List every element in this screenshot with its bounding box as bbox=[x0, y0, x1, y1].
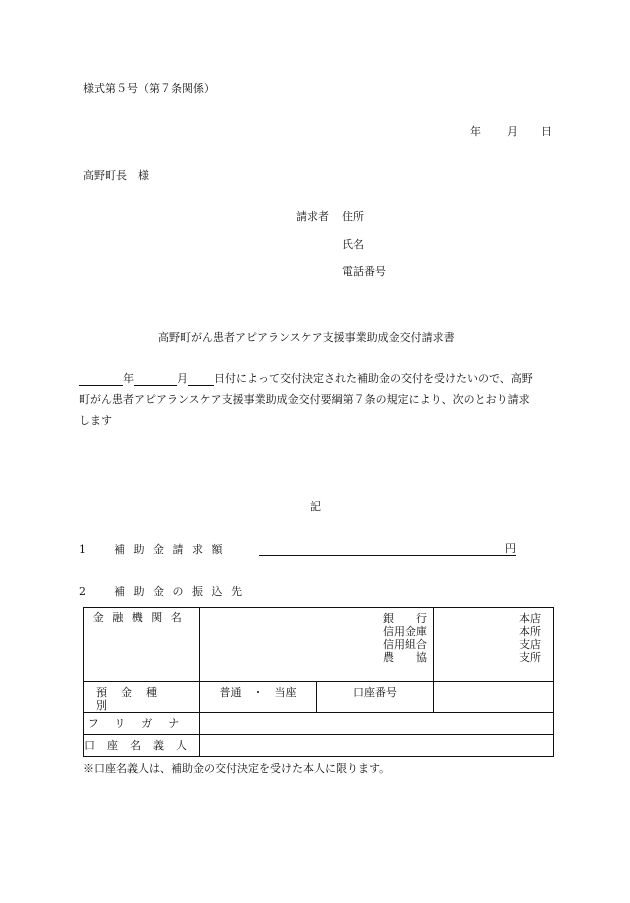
deposit-options-cell[interactable] bbox=[200, 682, 317, 713]
note: ※口座名義人は、補助金の交付決定を受けた本人に限ります。 bbox=[83, 762, 391, 775]
addressee: 高野町長 様 bbox=[83, 169, 149, 182]
blank-month bbox=[134, 372, 177, 386]
document-title: 高野町がん患者アピアランスケア支援事業助成金交付請求書 bbox=[158, 331, 455, 344]
institution-type-shinkin: 信用金庫 bbox=[383, 625, 427, 638]
item2-label: 2 補助金の振込先 bbox=[79, 585, 251, 598]
bank-account-table bbox=[83, 607, 554, 757]
holder-label: 口座名義人 bbox=[84, 739, 199, 752]
branch-type-honten: 本店 bbox=[519, 612, 541, 625]
blank-year bbox=[79, 372, 123, 386]
requester-phone-label: 電話番号 bbox=[342, 265, 386, 278]
item1-amount bbox=[259, 542, 516, 556]
form-number: 様式第５号（第７条関係） bbox=[83, 82, 215, 95]
account-number-label-cell bbox=[317, 682, 434, 713]
requester-name-label: 氏名 bbox=[342, 238, 364, 251]
branch-type-shisho: 支所 bbox=[519, 651, 541, 664]
institution-label: 金融機関名 bbox=[92, 611, 191, 624]
branch-type-list bbox=[519, 612, 541, 664]
holder-input[interactable] bbox=[200, 735, 554, 757]
date-month: 月 bbox=[507, 125, 518, 138]
institution-name-cell[interactable] bbox=[200, 608, 434, 682]
institution-type-shinkumi: 信用組合 bbox=[383, 638, 427, 651]
institution-type-bank: 銀 行 bbox=[383, 612, 427, 625]
body-month: 月 bbox=[177, 372, 188, 385]
body-line-2: 町がん患者アピアランスケア支援事業助成金交付要綱第７条の規定により、次のとおり請求 bbox=[79, 393, 530, 406]
deposit-label-text: 預金種別 bbox=[96, 686, 171, 712]
item1-label: 1 補助金請求額 bbox=[79, 543, 231, 556]
requester-address-label: 住所 bbox=[342, 210, 364, 223]
deposit-label bbox=[84, 682, 199, 712]
body-line-1-rest: 日付によって交付決定された補助金の交付を受けたいので、高野 bbox=[214, 372, 533, 385]
institution-type-list bbox=[383, 612, 427, 664]
body-line-1 bbox=[79, 372, 533, 386]
deposit-label-cell bbox=[84, 682, 200, 713]
furigana-label-cell bbox=[84, 713, 200, 735]
amount-blank bbox=[259, 542, 505, 556]
institution-label-cell bbox=[84, 608, 200, 682]
item1-unit: 円 bbox=[505, 542, 516, 555]
holder-label-cell bbox=[84, 735, 200, 757]
institution-type-nokyo: 農 協 bbox=[383, 651, 427, 664]
furigana-label: フリガナ bbox=[87, 717, 196, 730]
branch-type-shiten: 支店 bbox=[519, 638, 541, 651]
blank-day bbox=[188, 372, 214, 386]
ki-heading: 記 bbox=[310, 500, 321, 513]
body-line-3: します bbox=[79, 414, 112, 427]
branch-type-honsho: 本所 bbox=[519, 625, 541, 638]
requester-label: 請求者 bbox=[296, 210, 329, 223]
date-year: 年 bbox=[470, 125, 481, 138]
deposit-options[interactable]: 普通 ・ 当座 bbox=[219, 686, 297, 699]
branch-cell[interactable] bbox=[434, 608, 554, 682]
account-number-label: 口座番号 bbox=[353, 686, 397, 699]
date-day: 日 bbox=[541, 125, 552, 138]
body-year: 年 bbox=[123, 372, 134, 385]
account-number-input[interactable] bbox=[434, 682, 554, 713]
furigana-input[interactable] bbox=[200, 713, 554, 735]
